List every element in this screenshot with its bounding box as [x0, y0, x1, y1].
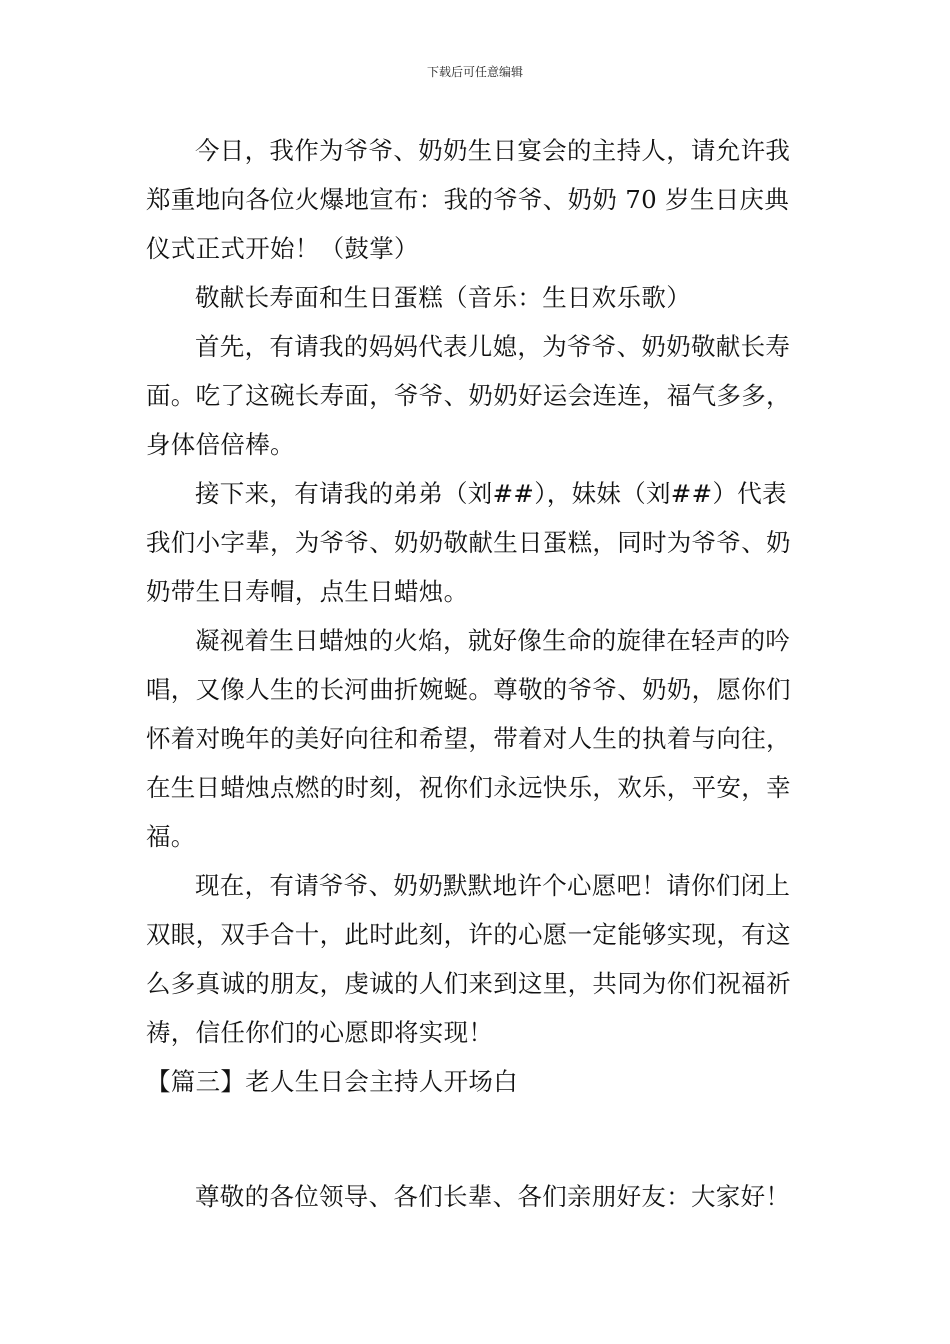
paragraph-opening: 今日，我作为爷爷、奶奶生日宴会的主持人，请允许我郑重地向各位火爆地宣布：我的爷爷、奶奶 70 岁生日庆典仪式正式开始！（鼓掌） [146, 136, 791, 263]
paragraph-birthday-cake: 接下来，有请我的弟弟（刘##），妹妹（刘##）代表我们小字辈，为爷爷、奶奶敬献生日蛋糕，同时为爷爷、奶奶带生日寿帽，点生日蜡烛。 [146, 479, 791, 606]
paragraph-longevity-noodles: 首先，有请我的妈妈代表儿媳，为爷爷、奶奶敬献长寿面。吃了这碗长寿面，爷爷、奶奶好运会连连，福气多多，身体倍倍棒。 [146, 332, 791, 459]
paragraph-candle-wishes: 凝视着生日蜡烛的火焰，就好像生命的旋律在轻声的吟唱，又像人生的长河曲折婉蜒。尊敬的爷爷、奶奶，愿你们怀着对晚年的美好向往和希望，带着对人生的执着与向往，在生日蜡烛点燃的时刻，祝你们永远快乐，欢乐，平安，幸福。 [146, 626, 791, 851]
document-body [146, 126, 810, 1106]
paragraph-greeting: 尊敬的各位领导、各们长辈、各们亲朋好友：大家好！ [195, 1182, 791, 1211]
section-heading: 【篇三】老人生日会主持人开场白 [146, 1067, 518, 1096]
page-header-note: 下载后可任意编辑 [426, 65, 523, 79]
document-body-continued [146, 1172, 810, 1221]
paragraph-make-a-wish: 现在，有请爷爷、奶奶默默地许个心愿吧！请你们闭上双眼，双手合十，此时此刻，许的心愿一定能够实现，有这么多真诚的朋友，虔诚的人们来到这里，共同为你们祝福祈祷，信任你们的心愿即将实现！ [146, 871, 791, 1047]
paragraph-cake-intro: 敬献长寿面和生日蛋糕（音乐：生日欢乐歌） [195, 283, 691, 312]
